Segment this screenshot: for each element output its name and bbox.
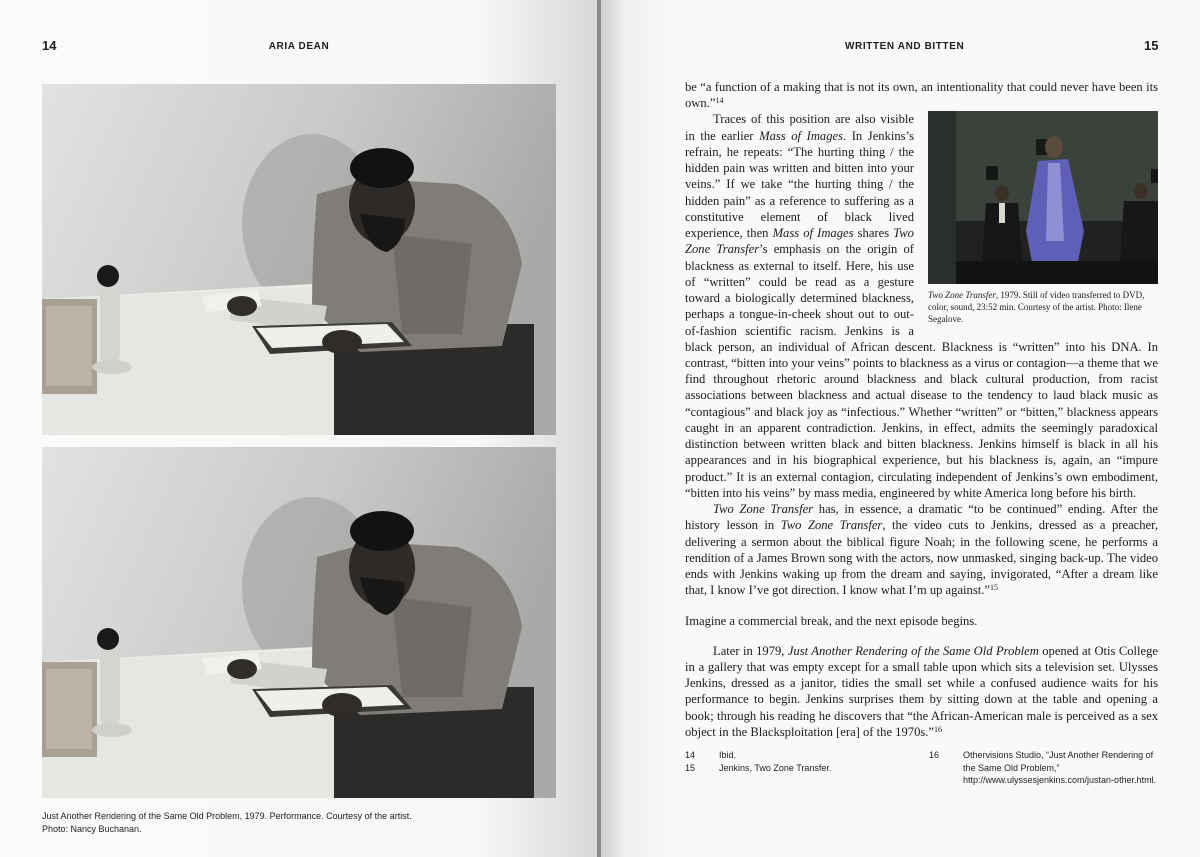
video-still-image <box>928 111 1158 284</box>
body-text <box>685 79 1158 740</box>
left-page <box>0 0 598 857</box>
paragraph-4: Imagine a commercial break, and the next episode begins. <box>685 613 978 628</box>
note-ref-16: 16 <box>934 724 943 734</box>
page-number-left: 14 <box>42 38 57 53</box>
paragraph-3: Two Zone Transfer has, in essence, a dramatic “to be continued” ending. After the history lesson in Two Zone Transfer, the video cuts to Jenkins, dressed as a preacher, delivering a sermon about the biblical figure Noah; in the following scene, he performs a rendition of a James Brown song with the actors, now unmasked, singing back-up. The video ends with Jenkins waking up from the dream and saying, invigorated, “After a dream like that, I know I’ve got direction. I know what I’m up against.”$^{15}$ <box>685 502 1158 598</box>
page-number-right: 15 <box>1144 38 1159 53</box>
right-page <box>601 0 1200 857</box>
paragraph-1: be “a function of a making that is not its own, an intentionality that could never have been its own.”$^{14}$ <box>685 80 1158 111</box>
photo-caption <box>42 810 562 836</box>
performance-photo-top <box>42 84 556 435</box>
running-head-right: WRITTEN AND BITTEN <box>845 41 965 52</box>
footnotes-column-1 <box>685 749 905 774</box>
footnote-16: 16 Othervisions Studio, “Just Another Rendering of the Same Old Problem,” http://www.ulyssesjenkins.com/justan-other.html. <box>929 750 1157 786</box>
footnote-15: 15 Jenkins, Two Zone Transfer. <box>685 762 832 773</box>
note-ref-14: 14 <box>715 96 724 106</box>
video-still-caption: Two Zone Transfer, 1979. Still of video transferred to DVD, color, sound, 23:52 min. Courtesy of the artist. Photo: Ilene Segalove. <box>928 290 1145 325</box>
paragraph-5: Later in 1979, Just Another Rendering of the Same Old Problem opened at Otis College in a gallery that was empty except for a small table upon which sits a television set. Ulysses Jenkins, dressed as a janitor, tidies the small set while a confused audience waits for his performance to begin. Jenkins surprises them by sitting down at the table and opening a book; through his reading he discovers that “the African-American male is perceived as a sex object in the Blacksploitation [era] of the 1970s.”$^{16}$ <box>685 643 1158 739</box>
performance-photo-bottom <box>42 447 556 798</box>
note-ref-15: 15 <box>989 583 998 593</box>
paragraph-2: Two Zone Transfer, 1979. Still of video transferred to DVD, color, sound, 23:52 min. Courtesy of the artist. Photo: Ilene Segalove. Traces of this position are also visible in the earlier Mass of Images. In Jenkins’s refrain, he repeats: “The hurting thing / the hidden pain was written and bitten into your veins.” If we take “the hurting thing / the hidden pain” as a reference to suffering as a constitutive element of black lived experience, then Mass of Images shares Two Zone Transfer’s emphasis on the origin of blackness as external to itself. Here, his use of “written” could be read as a gesture toward a biologically determined blackness, perhaps a tongue-in-cheek shout out to out-of-fashion scientific racism. Jenkins is a black person, an individual of African descent. Blackness is “written” into his DNA. In contrast, “bitten into your veins” points to blackness as a virus or contagion—a theme that we find throughout rhetoric around blackness and black cultural production, from racist associations between blackness and actual disease to the tendency to laud black music as “contagious” and black joy as “infectious.” Whether “written” or “bitten,” blackness appears caught in an apparent contradiction. Jenkins, in effect, admits the seemingly paradoxical distinction between written black and bitten blackness. Jenkins himself is black in all his appearances and in his biographical experience, but his blackness is, again, an “impure product.” It is an external contagion, circulating independent of Jenkins’s own embodiment, “bitten into his veins” by mass media, engineered by white America long before his birth. <box>685 111 1158 501</box>
running-head-left: ARIA DEAN <box>268 41 330 52</box>
footnote-14: 14 Ibid. <box>685 750 737 760</box>
footnotes-column-2 <box>929 749 1161 787</box>
video-still-figure <box>928 111 1158 326</box>
photo-caption-text: Just Another Rendering of the Same Old Problem, 1979. Performance. Courtesy of the artist. <box>42 811 412 821</box>
photo-credit: Photo: Nancy Buchanan. <box>42 824 142 835</box>
